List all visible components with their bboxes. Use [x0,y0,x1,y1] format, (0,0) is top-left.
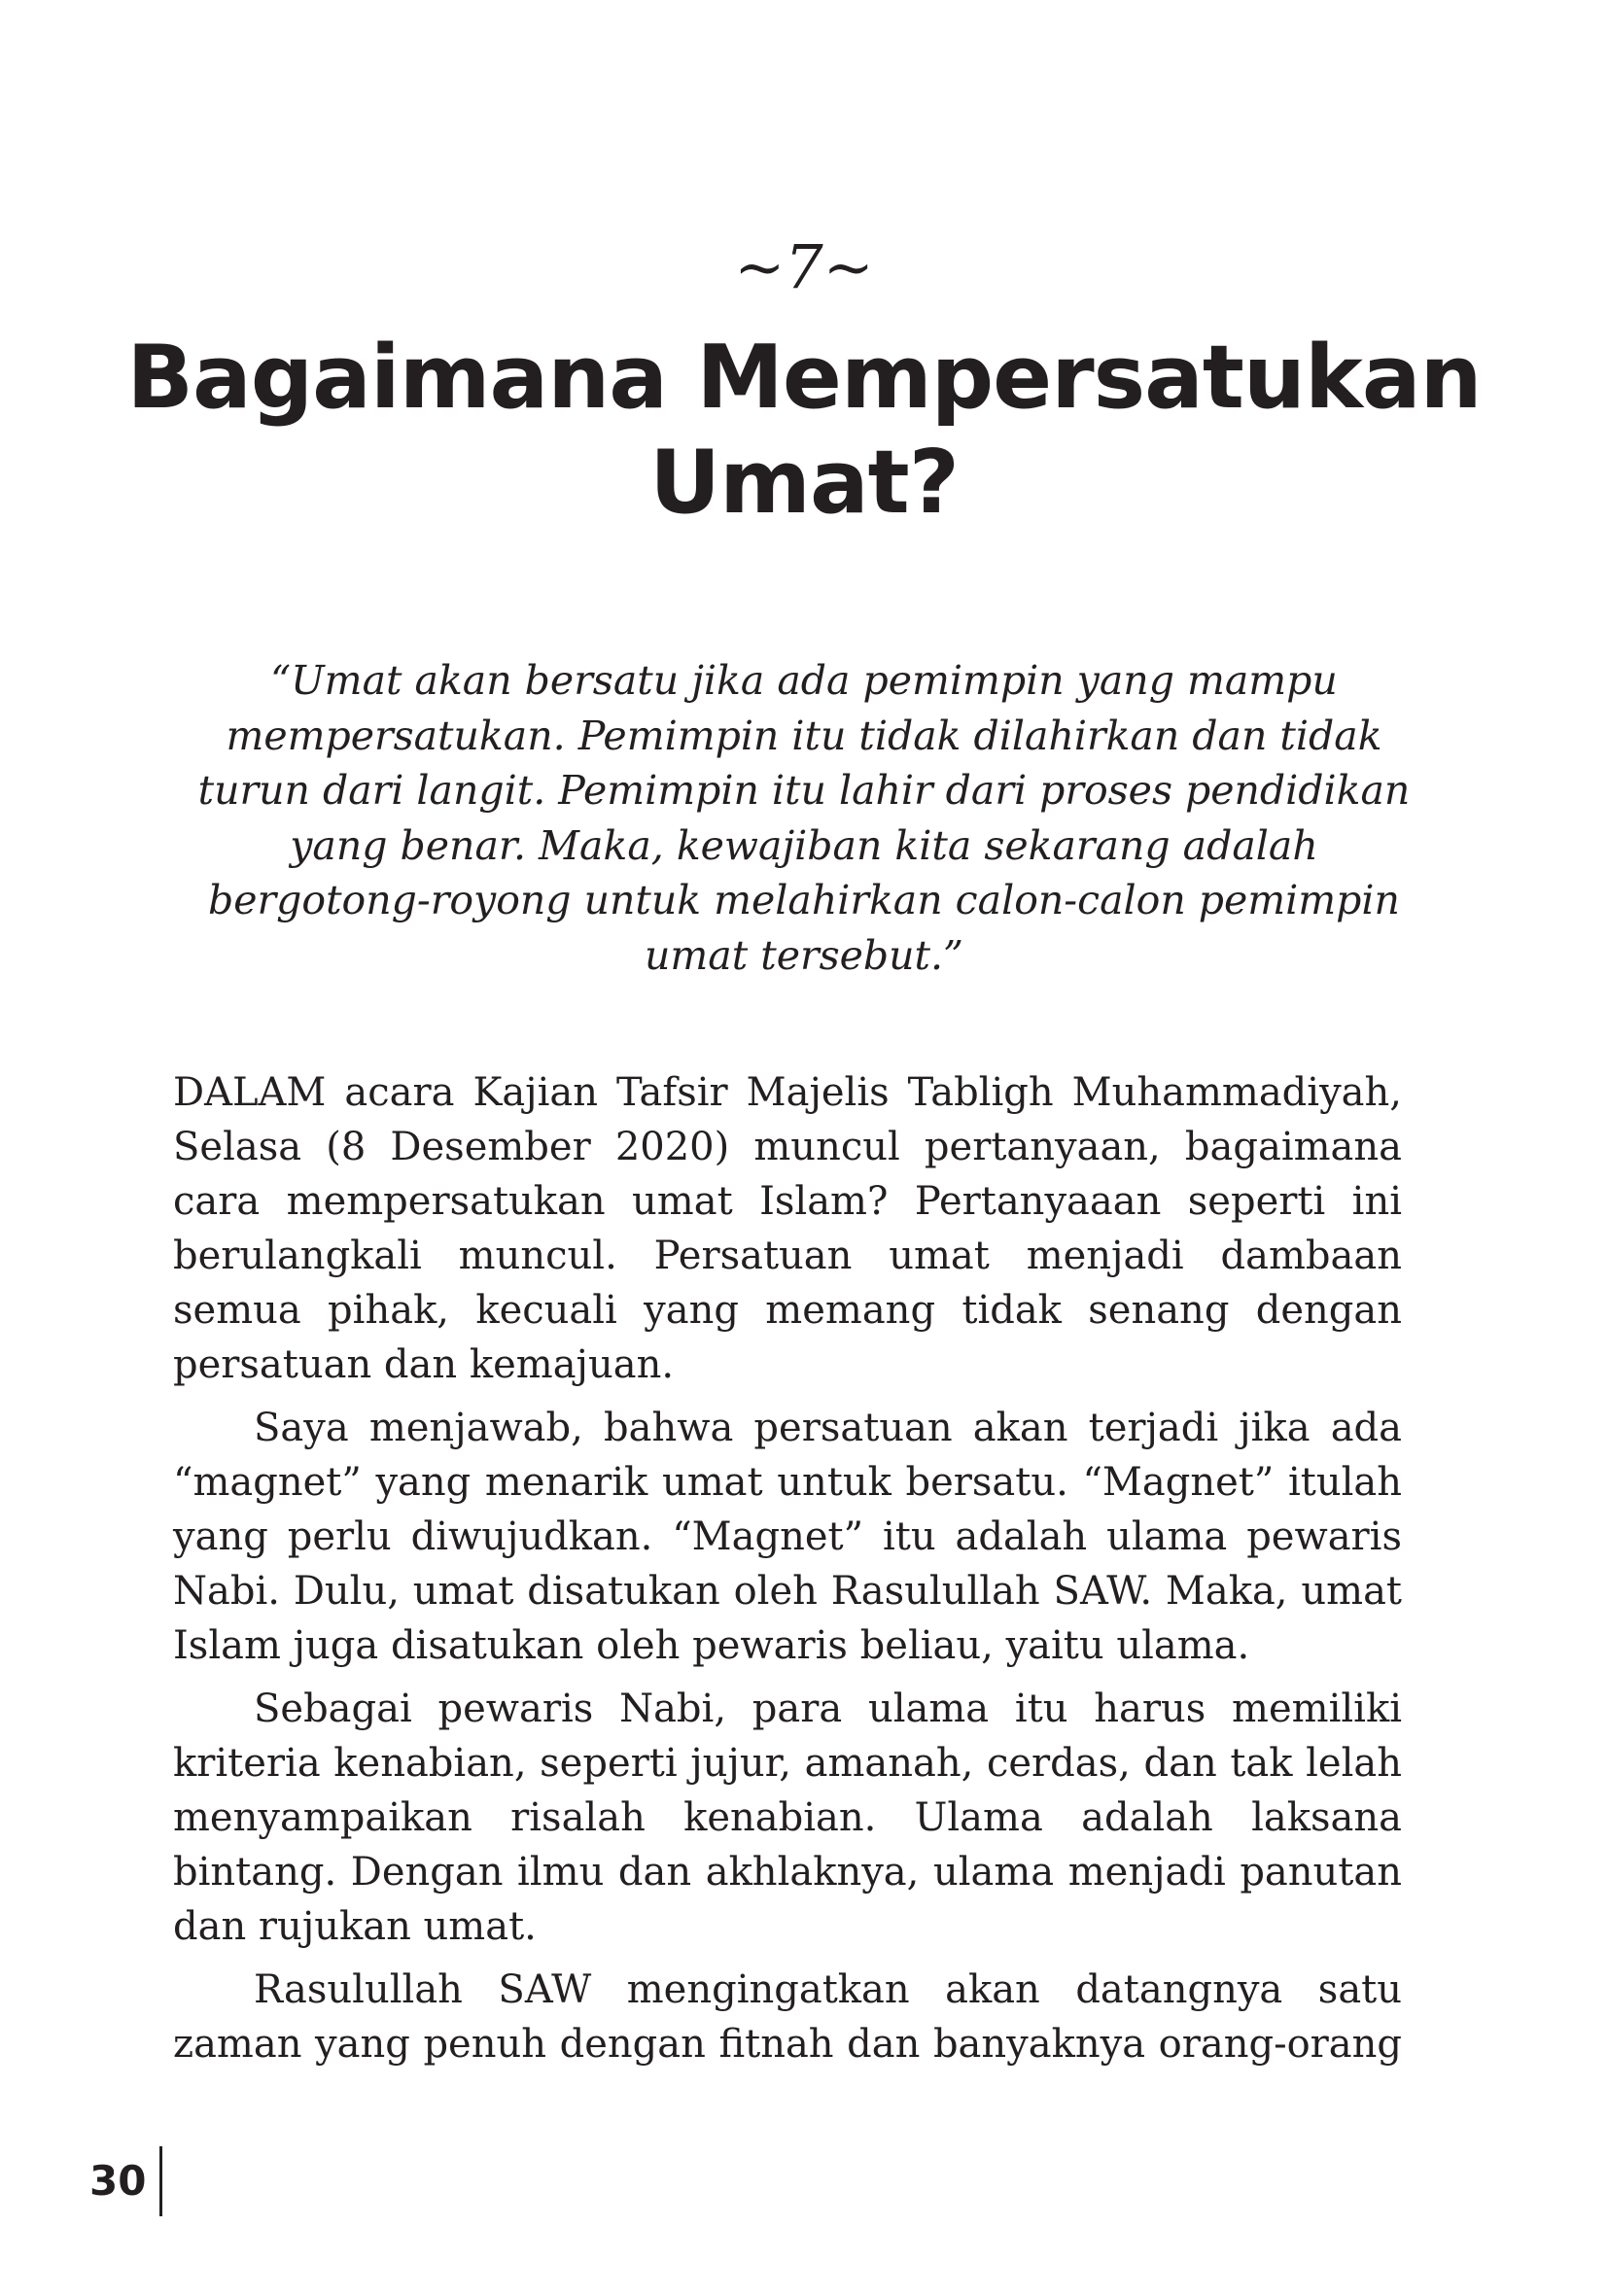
chapter-number: ~7~ [734,231,874,302]
folio-divider [159,2146,162,2216]
body-paragraph-4: Rasulullah SAW mengingatkan akan datangnya satu zaman yang penuh dengan fitnah dan banyaknya orang-orang [173,1967,1402,2067]
body-paragraph-2: Saya menjawab, bahwa persatuan akan terjadi jika ada “magnet” yang menarik umat untuk bersatu. “Magnet” itulah yang perlu diwujudkan. “Magnet” itu adalah ulama pewaris Nabi. Dulu, umat disatukan oleh Rasulullah SAW. Maka, umat Islam juga disatukan oleh pewaris beliau, yaitu ulama. [173,1406,1402,1668]
epigraph-quote: “Umat akan bersatu jika ada pemimpin yang mampu mempersatukan. Pemimpin itu tidak dilahirkan dan tidak turun dari langit. Pemimpin itu lahir dari proses pendidikan yang benar. Maka, kewajiban kita sekarang adalah bergotong-royong untuk melahirkan calon-calon pemimpin umat tersebut.” [197,657,1411,979]
page-number: 30 [89,2157,147,2205]
page-footer [89,2150,162,2212]
body-paragraph-3: Sebagai pewaris Nabi, para ulama itu harus memiliki kriteria kenabian, seperti jujur, amanah, cerdas, dan tak lelah menyampaikan risalah kenabian. Ulama adalah laksana bintang. Dengan ilmu dan akhlaknya, ulama menjadi panutan dan rujukan umat. [173,1687,1402,1949]
chapter-title: Bagaimana Mempersatukan Umat? [126,327,1482,534]
body-text [173,1065,1402,2080]
body-paragraph-1: DALAM acara Kajian Tafsir Majelis Tabligh Muhammadiyah, Selasa (8 Desember 2020) muncul pertanyaan, bagaimana cara mempersatukan umat Islam? Pertanyaaan seperti ini berulangkali muncul. Persatuan umat menjadi dambaan semua pihak, kecuali yang memang tidak senang dengan persatuan dan kemajuan. [173,1070,1402,1387]
